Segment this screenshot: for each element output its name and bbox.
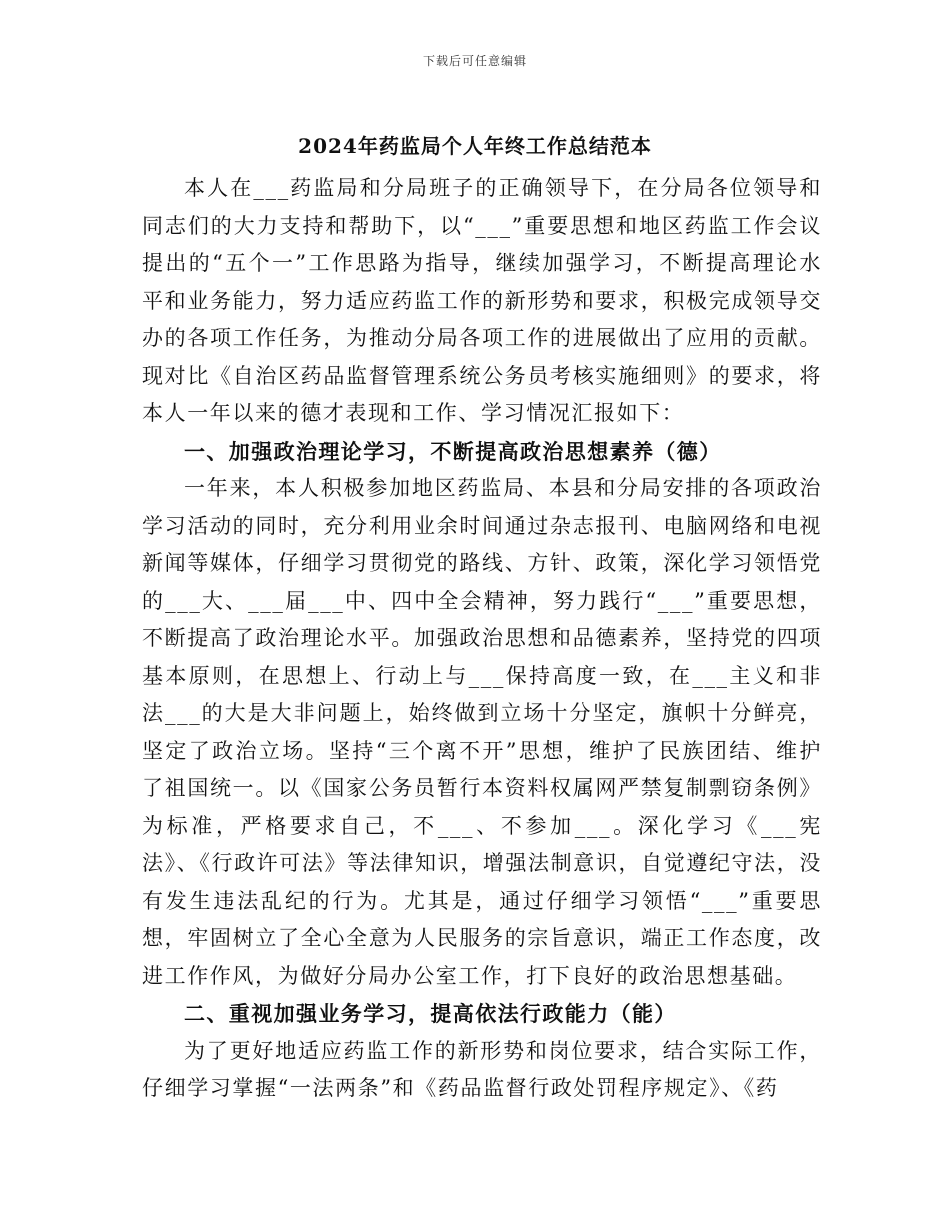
paragraph-intro: 本人在___药监局和分局班子的正确领导下，在分局各位领导和同志们的大力支持和帮助下，以“___”重要思想和地区药监工作会议提出的“五个一”工作思路为指导，继续加强学习，不断提高理论水平和业务能力，努力适应药监工作的新形势和要求，积极完成领导交办的各项工作任务，为推动分局各项工作的进展做出了应用的贡献。现对比《自治区药品监督管理系统公务员考核实施细则》的要求，将本人一年以来的德才表现和工作、学习情况汇报如下： xyxy=(142,176,822,425)
section-heading-2: 二、重视加强业务学习，提高依法行政能力（能） xyxy=(184,1001,677,1026)
document-body xyxy=(142,170,822,1108)
document-title: 2024年药监局个人年终工作总结范本 xyxy=(298,134,652,158)
section-heading-1: 一、加强政治理论学习，不断提高政治思想素养（德） xyxy=(184,438,722,464)
page-header-note: 下载后可任意编辑 xyxy=(422,54,527,68)
paragraph-section-1: 一年来，本人积极参加地区药监局、本县和分局安排的各项政治学习活动的同时，充分利用业余时间通过杂志报刊、电脑网络和电视新闻等媒体，仔细学习贯彻党的路线、方针、政策，深化学习领悟党的___大、___届___中、四中全会精神，努力践行“___”重要思想，不断提高了政治理论水平。加强政治思想和品德素养，坚持党的四项基本原则，在思想上、行动上与___保持高度一致，在___主义和非法___的大是大非问题上，始终做到立场十分坚定，旗帜十分鲜亮，坚定了政治立场。坚持“三个离不开”思想，维护了民族团结、维护了祖国统一。以《国家公务员暂行本资料权属网严禁复制剽窃条例》为标准，严格要求自己，不___、不参加___。深化学习《___宪法》、《行政许可法》等法律知识，增强法制意识，自觉遵纪守法，没有发生违法乱纪的行为。尤其是，通过仔细学习领悟“___”重要思想，牢固树立了全心全意为人民服务的宗旨意识，端正工作态度，改进工作作风，为做好分局办公室工作，打下良好的政治思想基础。 xyxy=(142,476,822,988)
paragraph-section-2: 为了更好地适应药监工作的新形势和岗位要求，结合实际工作，仔细学习掌握“一法两条”和《药品监督行政处罚程序规定》、《药 xyxy=(142,1038,822,1100)
